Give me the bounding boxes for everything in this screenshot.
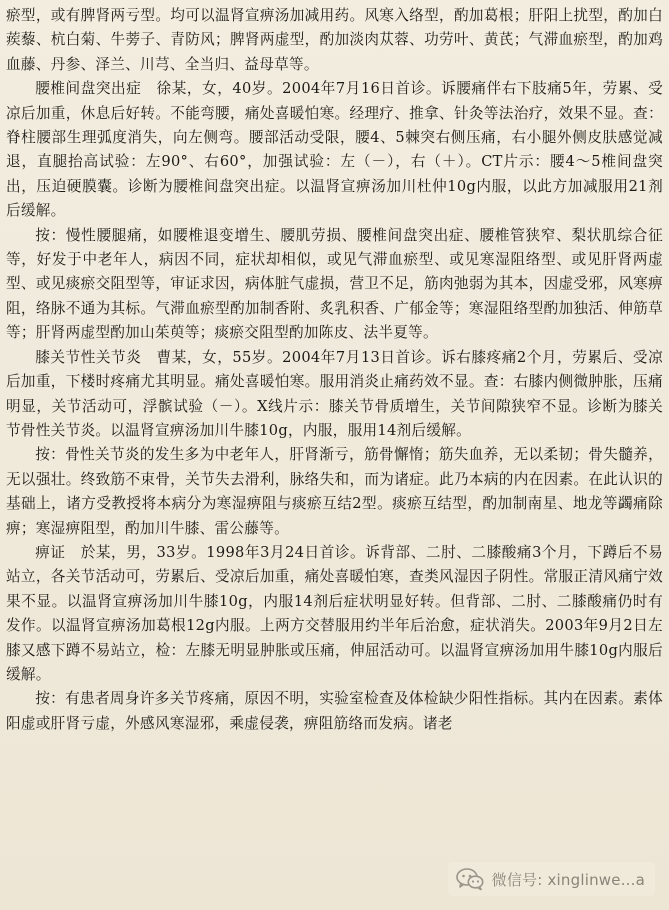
watermark-text: 微信号: xinglinwe...a bbox=[491, 870, 645, 889]
paragraph-5: 按：骨性关节炎的发生多为中老年人，肝肾渐亏，筋骨懈惰；筋失血养，无以柔韧；骨失髓养，无以强壮。终致筋不束骨，关节失去滑利，脉络失和，而为诸症。此乃本病的内在因素。在此认识的基础上，诸方受教授将本病分为寒湿痹阻与痰瘀互结2型。痰瘀互结型，酌加制南星、地龙等蠲痛除痹；寒湿痹阻型，酌加川牛膝、雷公藤等。 bbox=[6, 446, 663, 537]
paragraph-1: 瘀型，或有脾肾两亏型。均可以温肾宣痹汤加减用药。风寒入络型，酌加葛根；肝阳上扰型，酌加白蒺藜、杭白菊、牛蒡子、青防风；脾肾两虚型，酌加淡肉苁蓉、功劳叶、黄芪；气滞血瘀型，酌加鸡血藤、丹参、泽兰、川芎、全当归、益母草等。 bbox=[6, 7, 663, 73]
paragraph-2: 腰椎间盘突出症 徐某，女，40岁。2004年7月16日首诊。诉腰痛伴右下肢痛5年，劳累、受凉后加重，休息后好转。不能弯腰，痛处喜暖怕寒。经理疗、推拿、针灸等法治疗，效果不显。查：脊柱腰部生理弧度消失，向左侧弯。腰部活动受限，腰4、5棘突右侧压痛，右小腿外侧皮肤感觉减退，直腿抬高试验：左90°、右60°，加强试验：左（－），右（＋）。CT片示：腰4～5椎间盘突出，压迫硬膜囊。诊断为腰椎间盘突出症。以温肾宣痹汤加川杜仲10g内服，以此方加减服用21剂后缓解。 bbox=[6, 80, 663, 220]
paragraph-6: 痹证 於某，男，33岁。1998年3月24日首诊。诉背部、二肘、二膝酸痛3个月，下蹲后不易站立，各关节活动可，劳累后、受凉后加重，痛处喜暖怕寒，查类风湿因子阴性。常服正清风痛宁效果不显。以温肾宣痹汤加川牛膝10g，内服14剂后症状明显好转。但背部、二肘、二膝酸痛仍时有发作。以温肾宣痹汤加葛根12g内服。上两方交替服用约半年后治愈，症状消失。2003年9月2日左膝又感下蹲不易站立，检：左膝无明显肿胀或压痛，伸屈活动可。以温肾宣痹汤加用牛膝10g内服后缓解。 bbox=[6, 543, 663, 683]
wechat-watermark bbox=[448, 862, 655, 896]
paragraph-4: 膝关节性关节炎 曹某，女，55岁。2004年7月13日首诊。诉右膝疼痛2个月，劳累后、受凉后加重，下楼时疼痛尤其明显。痛处喜暖怕寒。服用消炎止痛药效不显。查：右膝内侧微肿胀，压痛明显，关节活动可，浮髌试验（－）。X线片示：膝关节骨质增生，关节间隙狭窄不显。诊断为膝关节骨性关节炎。以温肾宣痹汤加川牛膝10g，内服，服用14剂后缓解。 bbox=[6, 348, 663, 439]
wechat-icon bbox=[456, 867, 484, 891]
body-text bbox=[6, 4, 663, 736]
paragraph-7: 按：有患者周身许多关节疼痛，原因不明，实验室检查及体检缺少阳性指标。其内在因素。素体阳虚或肝肾亏虚，外感风寒湿邪，乘虚侵袭，痹阻筋络而发病。诸老 bbox=[6, 690, 663, 732]
paragraph-3: 按：慢性腰腿痛，如腰椎退变增生、腰肌劳损、腰椎间盘突出症、腰椎管狭窄、梨状肌综合征等，好发于中老年人，病因不同，症状却相似，或见气滞血瘀型、或见寒湿阻络型、或见肝肾两虚型、或见痰瘀交阻型等，审证求因，病体脏气虚损，营卫不足，筋肉弛弱为其本，因虚受邪，风寒痹阻，络脉不通为其标。气滞血瘀型酌加制香附、炙乳积香、广郁金等；寒湿阻络型酌加独活、伸筋草等；肝肾两虚型酌加山茱萸等；痰瘀交阻型酌加陈皮、法半夏等。 bbox=[6, 226, 663, 342]
